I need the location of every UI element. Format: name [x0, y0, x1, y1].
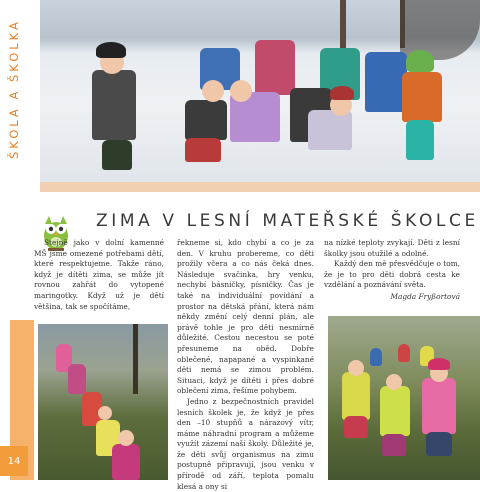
- author-signature: Magda Fryßortová: [390, 291, 460, 301]
- article-title: ZIMA V LESNÍ MATEŘSKÉ ŠKOLCE: [96, 211, 479, 231]
- photo-kids-meadow: [328, 316, 480, 480]
- photo-kids-forest-path: [38, 324, 168, 480]
- paragraph: Každý den mě přesvědčuje o tom, že je to pro děti dobrá cesta ke vzdělání a poznávání světa.: [324, 259, 460, 290]
- text-column-2: [177, 238, 314, 492]
- paragraph: Stejně jako v dolní kamenné MŠ jsme omezené potřebami dětí, které respektujeme. Takže ráno, když je dítěti zima, se může jít rovnou zahřát do vytopené maringotky. Když už je dětí většina, tak se spočítáme,: [34, 238, 164, 311]
- paragraph: Jedno z bezpečnostních pravidel lesních školek je, že když je přes den –10 stupňů a nárazový vítr, máme náhradní program a můžeme využít zázemí naší školy. Důležité je, že děti svůj organismus na zimu postupně připravují, jsou venku v přírodě od září, teplota pomalu klesá a ony si: [177, 396, 314, 491]
- text-column-1: [34, 238, 164, 312]
- photo-kids-snow: [40, 0, 480, 192]
- page-number: 14: [0, 446, 28, 476]
- paragraph: na nízké teploty zvykají. Děti z lesní školky jsou otužilé a odolné.: [324, 238, 460, 258]
- section-label: ŠKOLA A ŠKOLKA: [7, 19, 21, 159]
- paragraph: řekneme si, kdo chybí a co je za den. V kruhu probereme, co děti prožily včera a co nás čeká dnes. Následuje svačinka, hry venku, nechybí básničky, písničky. Čas je také na individuální povídání a prostor na dětská přání, která nám někdy změní celý denní plán, ale právě tohle je pro děti nesmírně důležité. Cestou necestou se poté přesuneme na oběd. Dobře oblečené, napapané a vyspinkané děti nemá se zimou problém. Situaci, když je dítěti i přes dobré oblečení zima, řešíme pohybem.: [177, 238, 314, 396]
- text-column-3: [324, 238, 460, 303]
